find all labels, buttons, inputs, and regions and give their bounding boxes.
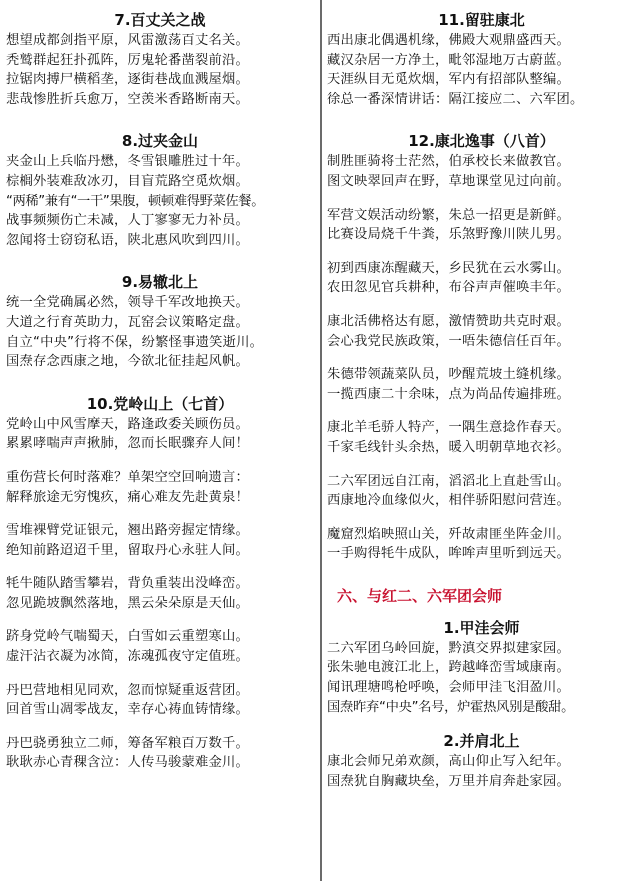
poem-line: 夹金山上兵临丹懋，冬雪银雕胜过十年。 xyxy=(6,154,249,170)
poem-line: 初到西康冻醒藏天，乡民犹在云水雾山。 xyxy=(327,260,570,276)
right-column xyxy=(327,10,636,791)
poem-line: 藏汉杂居一方净土，毗邻湿地万古蔚蓝。 xyxy=(327,52,570,68)
poem-line: 西出康北偶遇机缘，佛殿大观鼎盛西天。 xyxy=(327,33,570,48)
poem-line: 累累哮喘声声揪肺，忽而长眠骤弃人间！ xyxy=(6,436,249,452)
poem-line: 跻身党岭气喘蜀天，白雪如云重塑寒山。 xyxy=(6,629,249,645)
poem-line: 战事频频伤亡未减，人丁寥寥无力补员。 xyxy=(6,213,249,229)
poem-line: 西康地冷血缘似火，相伴骄阳慰问营连。 xyxy=(327,493,570,509)
poem-line: 图文映翠回声在野，草地课堂见过向前。 xyxy=(327,173,570,189)
poem-line: 军营文娱活动纷繁，朱总一招更是新鲜。 xyxy=(327,207,570,223)
poem-line: 康北会师兄弟欢颜，高山仰止写入纪年。 xyxy=(327,754,570,770)
poem-line: 解释旅途无穷愧疚，痛心难友先赴黄泉！ xyxy=(6,489,249,505)
poem-line: 党岭山中风雪摩天，路逢政委关顾伤员。 xyxy=(6,416,249,432)
poem-line: 农田忽见官兵耕种，布谷声声催唤丰年。 xyxy=(327,280,570,296)
poem-title: 1.甲洼会师 xyxy=(443,618,520,637)
poem-8 xyxy=(6,131,314,250)
poem-line: 康北羊毛骄人特产，一隅生意捻作春天。 xyxy=(327,420,570,436)
poem-line: 闻讯理塘鸣枪呼唤，会师甲洼飞泪盈川。 xyxy=(327,680,570,696)
poem-line: 忽闻将士窃窃私语，陕北惠风吹到四川。 xyxy=(6,232,249,248)
poem-line: 自立“中央”行将不保，纷繁怪事遗笑逝川。 xyxy=(6,334,264,350)
poem-line: 拉锯肉搏尸横稻垄，逐街巷战血溅屋烟。 xyxy=(6,72,249,88)
poem-7 xyxy=(6,10,314,109)
poem-line: “两稀”兼有“一干”果腹，顿顿难得野菜佐餐。 xyxy=(6,193,265,209)
poem-line: 徐总一番深情讲话：隔江接应二、六军团。 xyxy=(327,91,584,107)
poem-9 xyxy=(6,272,314,371)
poem-11 xyxy=(327,10,636,109)
poem-line: 丹巴营地相见同欢，忽而惊疑重返营团。 xyxy=(6,682,249,698)
poem-line: 康北活佛格达有愿，激情赞助共克时艰。 xyxy=(327,313,570,329)
poem-line: 比赛设局烧千牛粪，乐煞野豫川陕儿男。 xyxy=(327,227,570,243)
poem-line: 朱德带领蔬菜队员，吵醒荒坡土缝机缘。 xyxy=(327,367,570,383)
poem-line: 一揽西康二十余味，点为尚品传遍排班。 xyxy=(327,386,570,402)
poem-line: 虚汗沾衣凝为冰简，冻魂孤夜守定值班。 xyxy=(6,649,249,665)
poem-1 xyxy=(327,618,636,717)
poem-line: 二六军团远自江南，滔滔北上直赴雪山。 xyxy=(327,473,570,489)
poem-10 xyxy=(6,394,314,773)
poem-line: 重伤营长何时落难？单架空空回响遗言： xyxy=(6,469,249,485)
poem-line: 张朱驰电渡江北上，跨越峰峦雪域康南。 xyxy=(327,660,570,676)
poem-line: 国焘昨弃“中央”名号，炉霍热风别是酸甜。 xyxy=(327,699,575,715)
poem-title: 9.易辙北上 xyxy=(121,273,199,292)
poem-title: 12.康北逸事（八首） xyxy=(408,132,555,151)
poem-line: 国焘犹自胸藏块垒，万里并肩奔赴家园。 xyxy=(327,773,570,789)
poem-line: 想望成都剑指平原，风雷激荡百丈名关。 xyxy=(6,33,249,48)
poem-title: 8.过夹金山 xyxy=(121,132,199,151)
poem-line: 国焘存念西康之地，今欲北征挂起风帆。 xyxy=(6,354,249,370)
poem-line: 忽见跪坡飘然落地，黑云朵朵原是天仙。 xyxy=(6,595,249,611)
poem-line: 秃鹫群起狂扑孤阵，厉鬼轮番凿裂前沿。 xyxy=(6,52,249,68)
poem-line: 悲哉惨胜折兵愈万，空羡米香路断南天。 xyxy=(6,91,249,107)
poem-12 xyxy=(327,131,636,564)
left-column xyxy=(6,10,314,773)
poem-line: 天涯纵目无觅炊烟，军内有招部队整编。 xyxy=(327,72,570,88)
poem-line: 绝知前路迢迢千里，留取丹心永驻人间。 xyxy=(6,542,249,558)
poem-line: 统一全党确属必然，领导千军改地换天。 xyxy=(6,295,249,311)
poem-line: 耿耿赤心青稞含泣：人传马骏蒙难金川。 xyxy=(6,755,249,771)
poem-line: 回首雪山凋零战友，幸存心祷血铸情缘。 xyxy=(6,702,249,718)
poem-line: 大道之行育英助力，瓦窑会议策略定盘。 xyxy=(6,314,249,330)
poem-line: 丹巴骁勇独立二师，筹备军粮百万数千。 xyxy=(6,735,249,751)
poem-title: 11.留驻康北 xyxy=(438,11,525,29)
poem-line: 制胜匪骑将士茫然，伯承校长来做教官。 xyxy=(327,154,570,170)
poem-line: 二六军团乌岭回旋，黔滇交界拟建家园。 xyxy=(327,640,570,656)
section-title: 六、与红二、六军团会师 xyxy=(337,586,503,605)
poem-line: 千家毛线针头余热，暖入明朝草地衣衫。 xyxy=(327,439,570,455)
column-divider xyxy=(320,0,322,881)
poem-title: 7.百丈关之战 xyxy=(114,11,206,29)
poem-line: 魔窟烈焰映照山关，歼故肃匪坐阵金川。 xyxy=(327,526,570,542)
poem-title: 10.党岭山上（七首） xyxy=(86,394,234,413)
poem-line: 牦牛随队踏雪攀岩，背负重装出没峰峦。 xyxy=(6,576,249,592)
poem-line: 雪堆裸臂党证银元，翘出路旁握定情缘。 xyxy=(6,523,249,539)
poem-2 xyxy=(327,731,636,791)
poem-line: 棕榈外装难敌冰刃，目盲荒路空觅炊烟。 xyxy=(6,173,249,189)
poem-line: 会心我党民族政策，一唔朱德信任百年。 xyxy=(327,333,570,349)
poem-line: 一手购得牦牛成队，哞哞声里听到远天。 xyxy=(327,546,570,562)
poem-title: 2.并肩北上 xyxy=(443,732,520,751)
